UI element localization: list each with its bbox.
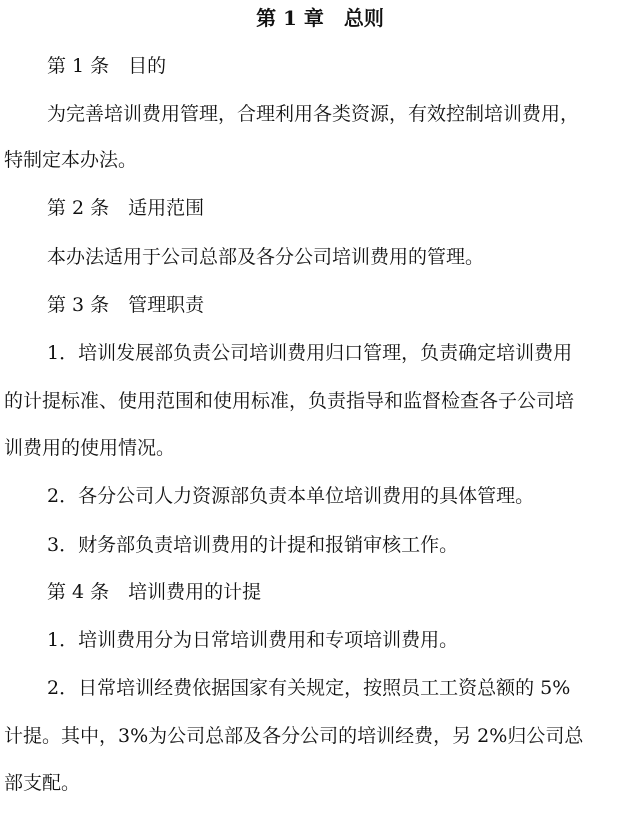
paragraph-line: 3．财务部负责培训费用的计提和报销审核工作。	[47, 534, 459, 556]
chapter-title: 第 1 章 总则	[256, 6, 384, 30]
paragraph-line: 2．各分公司人力资源部负责本单位培训费用的具体管理。	[47, 485, 535, 507]
paragraph-line: 的计提标准、使用范围和使用标准，负责指导和监督检查各子公司培	[4, 390, 575, 412]
paragraph-line: 本办法适用于公司总部及各分公司培训费用的管理。	[47, 246, 485, 268]
article-2-heading: 第 2 条 适用范围	[47, 197, 205, 219]
paragraph-line: 2．日常培训经费依据国家有关规定，按照员工工资总额的 5%	[47, 677, 571, 699]
article-4-heading: 第 4 条 培训费用的计提	[47, 581, 262, 603]
paragraph-line: 为完善培训费用管理，合理利用各类资源，有效控制培训费用，	[47, 103, 580, 125]
article-1-heading: 第 1 条 目的	[47, 55, 167, 77]
article-3-heading: 第 3 条 管理职责	[47, 294, 205, 316]
paragraph-line: 1．培训费用分为日常培训费用和专项培训费用。	[47, 629, 459, 651]
paragraph-line: 特制定本办法。	[4, 149, 138, 171]
paragraph-line: 计提。其中，3%为公司总部及各分公司的培训经费，另 2%归公司总	[4, 725, 584, 747]
paragraph-line: 1．培训发展部负责公司培训费用归口管理，负责确定培训费用	[47, 342, 573, 364]
paragraph-line: 部支配。	[4, 772, 81, 794]
paragraph-line: 训费用的使用情况。	[4, 437, 176, 459]
